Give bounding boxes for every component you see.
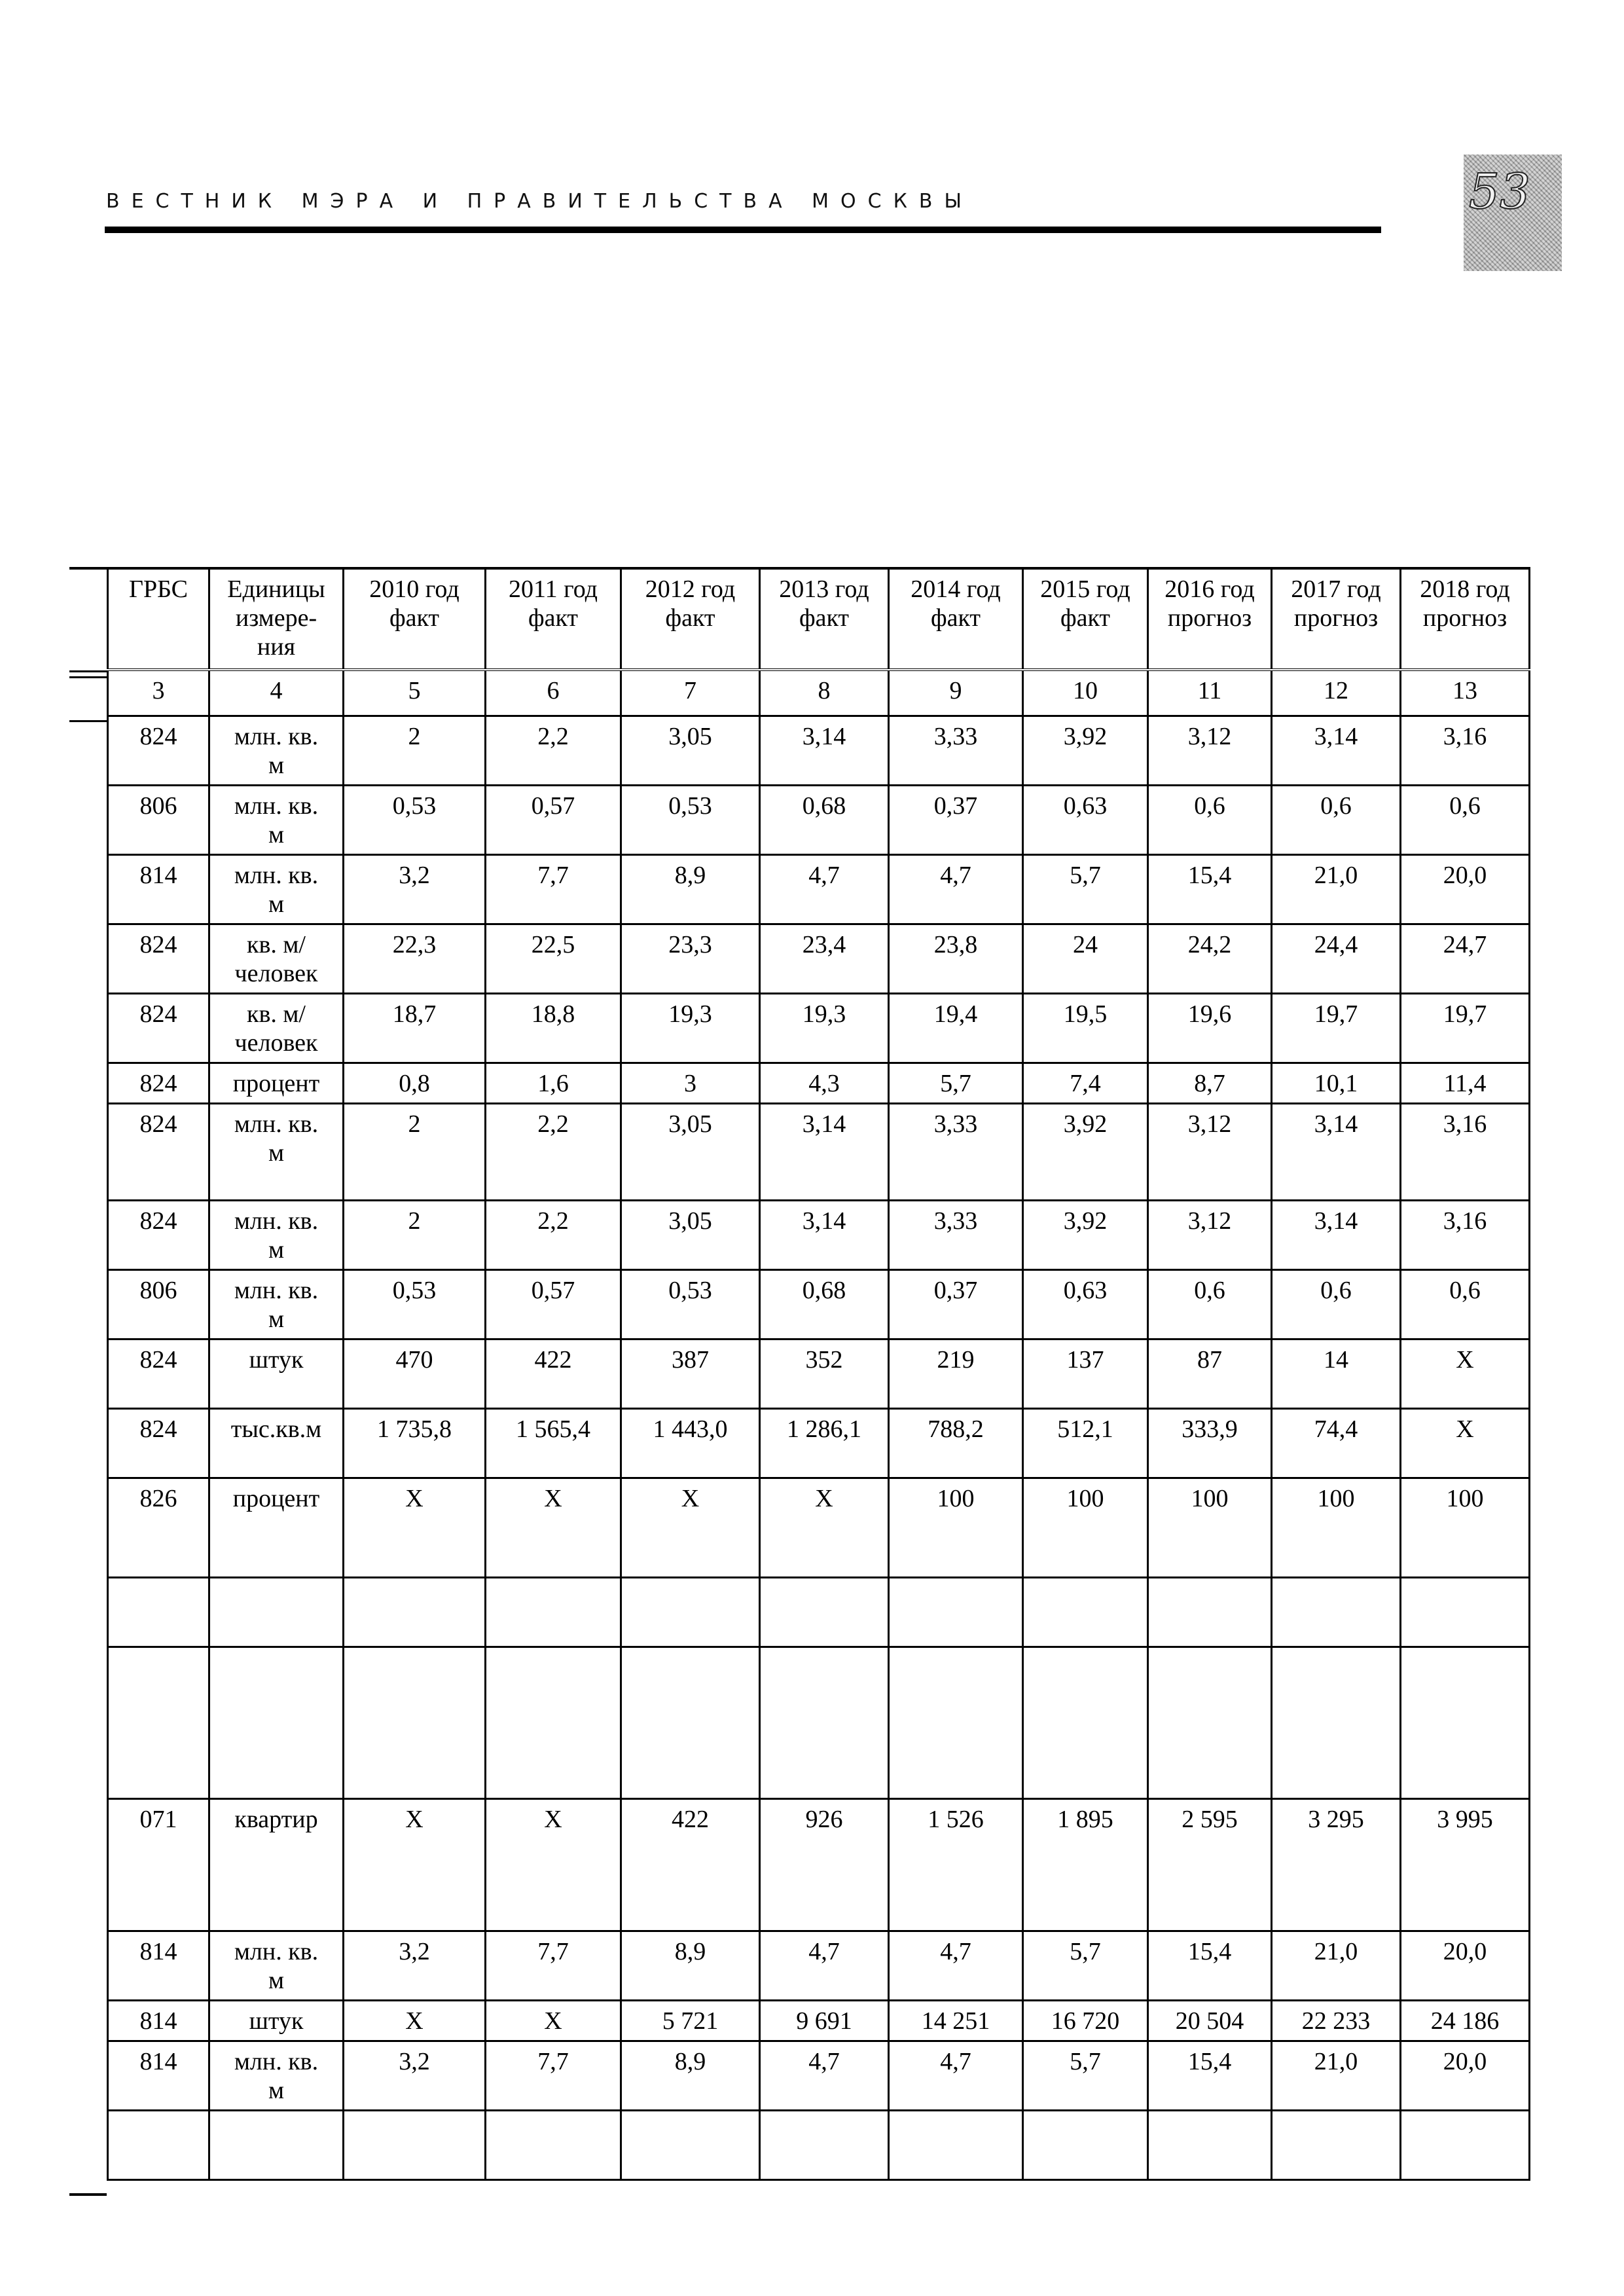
value-cell: 926 <box>760 1798 889 1931</box>
unit-cell: процент <box>209 1063 344 1103</box>
header-cell: 2012 год факт <box>621 568 760 670</box>
value-cell <box>1272 1577 1401 1647</box>
value-cell: 3 <box>621 1063 760 1103</box>
value-cell: 74,4 <box>1272 1408 1401 1478</box>
value-cell: 3,05 <box>621 1103 760 1200</box>
page-number-badge <box>1464 155 1562 271</box>
value-cell: 22,3 <box>344 924 486 993</box>
value-cell: 3,14 <box>760 1200 889 1269</box>
value-cell: 1 286,1 <box>760 1408 889 1478</box>
value-cell: X <box>486 2000 621 2041</box>
value-cell <box>1023 1647 1148 1798</box>
value-cell: 7,7 <box>486 2041 621 2110</box>
value-cell: 2 <box>344 1200 486 1269</box>
value-cell: 1 895 <box>1023 1798 1148 1931</box>
table-row <box>108 1478 1530 1577</box>
value-cell: 10,1 <box>1272 1063 1401 1103</box>
value-cell: 2,2 <box>486 716 621 785</box>
value-cell: 19,5 <box>1023 993 1148 1063</box>
header-cell: 2015 год факт <box>1023 568 1148 670</box>
value-cell: 0,6 <box>1148 785 1272 854</box>
value-cell: 20,0 <box>1401 1931 1530 2000</box>
unit-cell: штук <box>209 2000 344 2041</box>
value-cell: 4,3 <box>760 1063 889 1103</box>
value-cell: 4,7 <box>889 1931 1023 2000</box>
grbs-cell: 824 <box>108 993 209 1063</box>
value-cell: 19,3 <box>621 993 760 1063</box>
value-cell <box>621 1647 760 1798</box>
unit-cell: млн. кв. м <box>209 1269 344 1339</box>
value-cell: 21,0 <box>1272 1931 1401 2000</box>
value-cell: 3,33 <box>889 716 1023 785</box>
grbs-cell: 826 <box>108 1478 209 1577</box>
value-cell: 3,92 <box>1023 1103 1148 1200</box>
grbs-cell: 824 <box>108 1063 209 1103</box>
value-cell: 8,9 <box>621 2041 760 2110</box>
value-cell: 4,7 <box>889 2041 1023 2110</box>
header-cell: 2016 год прогноз <box>1148 568 1272 670</box>
unit-cell: штук <box>209 1339 344 1408</box>
value-cell: 22 233 <box>1272 2000 1401 2041</box>
value-cell: 20,0 <box>1401 2041 1530 2110</box>
value-cell: 100 <box>1023 1478 1148 1577</box>
table-row <box>108 924 1530 993</box>
value-cell: 3 995 <box>1401 1798 1530 1931</box>
value-cell: 1 443,0 <box>621 1408 760 1478</box>
value-cell: 22,5 <box>486 924 621 993</box>
value-cell: 21,0 <box>1272 854 1401 924</box>
column-number-cell: 3 <box>108 670 209 716</box>
value-cell: 3,33 <box>889 1103 1023 1200</box>
value-cell: 5,7 <box>889 1063 1023 1103</box>
value-cell: 7,7 <box>486 854 621 924</box>
value-cell: 100 <box>889 1478 1023 1577</box>
value-cell: 219 <box>889 1339 1023 1408</box>
value-cell: 8,9 <box>621 854 760 924</box>
value-cell: 19,3 <box>760 993 889 1063</box>
value-cell: 4,7 <box>760 1931 889 2000</box>
grbs-cell: 814 <box>108 2000 209 2041</box>
value-cell: X <box>344 2000 486 2041</box>
value-cell: X <box>344 1478 486 1577</box>
value-cell: 24,2 <box>1148 924 1272 993</box>
value-cell <box>760 1647 889 1798</box>
column-number-cell: 12 <box>1272 670 1401 716</box>
value-cell: 1 735,8 <box>344 1408 486 1478</box>
table-row <box>108 1063 1530 1103</box>
table-row <box>108 1103 1530 1200</box>
value-cell: 19,6 <box>1148 993 1272 1063</box>
value-cell: 24 186 <box>1401 2000 1530 2041</box>
table-row <box>108 1339 1530 1408</box>
header-cell: ГРБС <box>108 568 209 670</box>
value-cell: 3,2 <box>344 1931 486 2000</box>
grbs-cell: 814 <box>108 1931 209 2000</box>
value-cell: 20,0 <box>1401 854 1530 924</box>
grbs-cell: 806 <box>108 785 209 854</box>
header-cell: 2013 год факт <box>760 568 889 670</box>
grbs-cell: 814 <box>108 2041 209 2110</box>
grbs-cell: 071 <box>108 1798 209 1931</box>
value-cell: X <box>1401 1408 1530 1478</box>
unit-cell: млн. кв. м <box>209 2041 344 2110</box>
column-number-cell: 11 <box>1148 670 1272 716</box>
unit-cell: млн. кв. м <box>209 716 344 785</box>
table-row <box>108 854 1530 924</box>
value-cell: 0,6 <box>1401 785 1530 854</box>
value-cell: 14 251 <box>889 2000 1023 2041</box>
value-cell: 2,2 <box>486 1200 621 1269</box>
value-cell: 24 <box>1023 924 1148 993</box>
column-number-cell: 9 <box>889 670 1023 716</box>
value-cell: 7,7 <box>486 1931 621 2000</box>
value-cell: 0,68 <box>760 1269 889 1339</box>
header-cell: 2011 год факт <box>486 568 621 670</box>
unit-cell: кв. м/ человек <box>209 993 344 1063</box>
unit-cell: квартир <box>209 1798 344 1931</box>
grbs-cell: 806 <box>108 1269 209 1339</box>
value-cell: 0,37 <box>889 1269 1023 1339</box>
value-cell: 24,4 <box>1272 924 1401 993</box>
value-cell: 422 <box>621 1798 760 1931</box>
column-number-row <box>108 670 1530 716</box>
value-cell: 8,9 <box>621 1931 760 2000</box>
value-cell: 18,8 <box>486 993 621 1063</box>
value-cell: 11,4 <box>1401 1063 1530 1103</box>
column-number-cell: 6 <box>486 670 621 716</box>
value-cell: 24,7 <box>1401 924 1530 993</box>
value-cell <box>486 1577 621 1647</box>
value-cell: 387 <box>621 1339 760 1408</box>
table-row <box>108 1200 1530 1269</box>
value-cell: 333,9 <box>1148 1408 1272 1478</box>
value-cell <box>760 1577 889 1647</box>
value-cell <box>1023 2110 1148 2179</box>
value-cell: X <box>486 1798 621 1931</box>
value-cell: 20 504 <box>1148 2000 1272 2041</box>
value-cell: 3,14 <box>760 1103 889 1200</box>
column-number-cell: 7 <box>621 670 760 716</box>
value-cell: 2,2 <box>486 1103 621 1200</box>
value-cell <box>344 1577 486 1647</box>
value-cell: 3,05 <box>621 716 760 785</box>
value-cell: 100 <box>1148 1478 1272 1577</box>
value-cell: 3,16 <box>1401 1103 1530 1200</box>
value-cell <box>344 1647 486 1798</box>
grbs-cell: 824 <box>108 924 209 993</box>
value-cell: 3,14 <box>760 716 889 785</box>
value-cell <box>760 2110 889 2179</box>
value-cell: 0,6 <box>1148 1269 1272 1339</box>
header-cell: 2017 год прогноз <box>1272 568 1401 670</box>
data-table <box>107 567 1530 2181</box>
value-cell: 470 <box>344 1339 486 1408</box>
value-cell <box>1401 2110 1530 2179</box>
value-cell <box>1401 1647 1530 1798</box>
value-cell: 21,0 <box>1272 2041 1401 2110</box>
value-cell: 0,53 <box>621 785 760 854</box>
value-cell: 2 595 <box>1148 1798 1272 1931</box>
value-cell: 3,92 <box>1023 1200 1148 1269</box>
value-cell <box>889 1647 1023 1798</box>
table-body <box>108 568 1530 2179</box>
value-cell: 0,6 <box>1272 785 1401 854</box>
value-cell: 1,6 <box>486 1063 621 1103</box>
header-rule <box>105 227 1381 233</box>
value-cell: 3,14 <box>1272 1103 1401 1200</box>
value-cell <box>1148 1577 1272 1647</box>
value-cell: 3,12 <box>1148 716 1272 785</box>
value-cell: 352 <box>760 1339 889 1408</box>
value-cell: 4,7 <box>889 854 1023 924</box>
value-cell: 0,37 <box>889 785 1023 854</box>
journal-title: ВЕСТНИК МЭРА И ПРАВИТЕЛЬСТВА МОСКВЫ <box>106 190 973 213</box>
unit-cell: млн. кв. м <box>209 854 344 924</box>
value-cell: 15,4 <box>1148 1931 1272 2000</box>
value-cell: 5,7 <box>1023 2041 1148 2110</box>
unit-cell: тыс.кв.м <box>209 1408 344 1478</box>
column-number-cell: 4 <box>209 670 344 716</box>
unit-cell: процент <box>209 1478 344 1577</box>
header-cell: 2010 год факт <box>344 568 486 670</box>
table-row <box>108 1408 1530 1478</box>
grbs-cell: 824 <box>108 1339 209 1408</box>
column-number-cell: 13 <box>1401 670 1530 716</box>
grbs-cell: 824 <box>108 1408 209 1478</box>
value-cell <box>486 2110 621 2179</box>
value-cell: 3,16 <box>1401 1200 1530 1269</box>
column-number-cell: 10 <box>1023 670 1148 716</box>
unit-cell: млн. кв. м <box>209 1103 344 1200</box>
unit-cell <box>209 1577 344 1647</box>
value-cell: 3,2 <box>344 2041 486 2110</box>
value-cell: 2 <box>344 716 486 785</box>
value-cell: 3,92 <box>1023 716 1148 785</box>
table-row <box>108 785 1530 854</box>
unit-cell: млн. кв. м <box>209 1931 344 2000</box>
value-cell: 0,6 <box>1401 1269 1530 1339</box>
value-cell: 3,12 <box>1148 1103 1272 1200</box>
value-cell: 19,4 <box>889 993 1023 1063</box>
value-cell: 87 <box>1148 1339 1272 1408</box>
value-cell: 2 <box>344 1103 486 1200</box>
table-row <box>108 1798 1530 1931</box>
value-cell: 18,7 <box>344 993 486 1063</box>
value-cell: 15,4 <box>1148 2041 1272 2110</box>
table-row <box>108 1931 1530 2000</box>
table-row <box>108 1647 1530 1798</box>
unit-cell: млн. кв. м <box>209 785 344 854</box>
grbs-cell <box>108 1577 209 1647</box>
left-margin-line <box>69 670 107 672</box>
value-cell: 23,8 <box>889 924 1023 993</box>
value-cell: 0,63 <box>1023 785 1148 854</box>
value-cell: 23,4 <box>760 924 889 993</box>
grbs-cell <box>108 1647 209 1798</box>
value-cell: 19,7 <box>1272 993 1401 1063</box>
header-cell: 2018 год прогноз <box>1401 568 1530 670</box>
table-row <box>108 2000 1530 2041</box>
table-row <box>108 1577 1530 1647</box>
column-number-cell: 8 <box>760 670 889 716</box>
table-row <box>108 716 1530 785</box>
header-cell: 2014 год факт <box>889 568 1023 670</box>
value-cell <box>486 1647 621 1798</box>
value-cell: 3,14 <box>1272 1200 1401 1269</box>
value-cell <box>889 2110 1023 2179</box>
unit-cell: кв. м/ человек <box>209 924 344 993</box>
value-cell <box>1272 2110 1401 2179</box>
value-cell <box>621 1577 760 1647</box>
value-cell <box>889 1577 1023 1647</box>
table-row <box>108 993 1530 1063</box>
value-cell: 422 <box>486 1339 621 1408</box>
value-cell: 3 295 <box>1272 1798 1401 1931</box>
value-cell: 5,7 <box>1023 854 1148 924</box>
value-cell: 512,1 <box>1023 1408 1148 1478</box>
value-cell: 3,2 <box>344 854 486 924</box>
grbs-cell: 814 <box>108 854 209 924</box>
grbs-cell: 824 <box>108 716 209 785</box>
value-cell: 0,6 <box>1272 1269 1401 1339</box>
value-cell: 19,7 <box>1401 993 1530 1063</box>
value-cell: 0,53 <box>344 785 486 854</box>
value-cell: 0,8 <box>344 1063 486 1103</box>
value-cell: 0,68 <box>760 785 889 854</box>
value-cell: X <box>760 1478 889 1577</box>
left-margin-line <box>69 567 107 570</box>
value-cell: 100 <box>1401 1478 1530 1577</box>
value-cell <box>621 2110 760 2179</box>
column-number-cell: 5 <box>344 670 486 716</box>
value-cell <box>1148 1647 1272 1798</box>
value-cell <box>1272 1647 1401 1798</box>
value-cell: 4,7 <box>760 854 889 924</box>
value-cell <box>344 2110 486 2179</box>
value-cell: 0,63 <box>1023 1269 1148 1339</box>
value-cell: 788,2 <box>889 1408 1023 1478</box>
grbs-cell: 824 <box>108 1200 209 1269</box>
value-cell: 1 565,4 <box>486 1408 621 1478</box>
page-number: 53 <box>1468 164 1531 220</box>
value-cell: 0,53 <box>344 1269 486 1339</box>
left-margin-line <box>69 676 107 678</box>
left-margin-line <box>69 2193 107 2196</box>
value-cell: 0,57 <box>486 785 621 854</box>
value-cell: X <box>344 1798 486 1931</box>
value-cell <box>1401 1577 1530 1647</box>
grbs-cell: 824 <box>108 1103 209 1200</box>
value-cell <box>1148 2110 1272 2179</box>
unit-cell <box>209 1647 344 1798</box>
value-cell <box>1023 1577 1148 1647</box>
value-cell: 4,7 <box>760 2041 889 2110</box>
value-cell: 23,3 <box>621 924 760 993</box>
left-margin-line <box>69 720 107 722</box>
value-cell: 5,7 <box>1023 1931 1148 2000</box>
value-cell: X <box>486 1478 621 1577</box>
value-cell: 1 526 <box>889 1798 1023 1931</box>
value-cell: 0,53 <box>621 1269 760 1339</box>
value-cell: X <box>621 1478 760 1577</box>
value-cell: 100 <box>1272 1478 1401 1577</box>
value-cell: 3,14 <box>1272 716 1401 785</box>
value-cell: 3,05 <box>621 1200 760 1269</box>
value-cell: 8,7 <box>1148 1063 1272 1103</box>
table-row <box>108 2110 1530 2179</box>
value-cell: 16 720 <box>1023 2000 1148 2041</box>
value-cell: 3,33 <box>889 1200 1023 1269</box>
unit-cell <box>209 2110 344 2179</box>
value-cell: 9 691 <box>760 2000 889 2041</box>
header-cell: Единицы измере- ния <box>209 568 344 670</box>
value-cell: 15,4 <box>1148 854 1272 924</box>
value-cell: 3,16 <box>1401 716 1530 785</box>
unit-cell: млн. кв. м <box>209 1200 344 1269</box>
table-row <box>108 1269 1530 1339</box>
value-cell: 7,4 <box>1023 1063 1148 1103</box>
value-cell: 0,57 <box>486 1269 621 1339</box>
value-cell: 137 <box>1023 1339 1148 1408</box>
value-cell: X <box>1401 1339 1530 1408</box>
header-row <box>108 568 1530 670</box>
value-cell: 14 <box>1272 1339 1401 1408</box>
grbs-cell <box>108 2110 209 2179</box>
value-cell: 3,12 <box>1148 1200 1272 1269</box>
table-row <box>108 2041 1530 2110</box>
value-cell: 5 721 <box>621 2000 760 2041</box>
